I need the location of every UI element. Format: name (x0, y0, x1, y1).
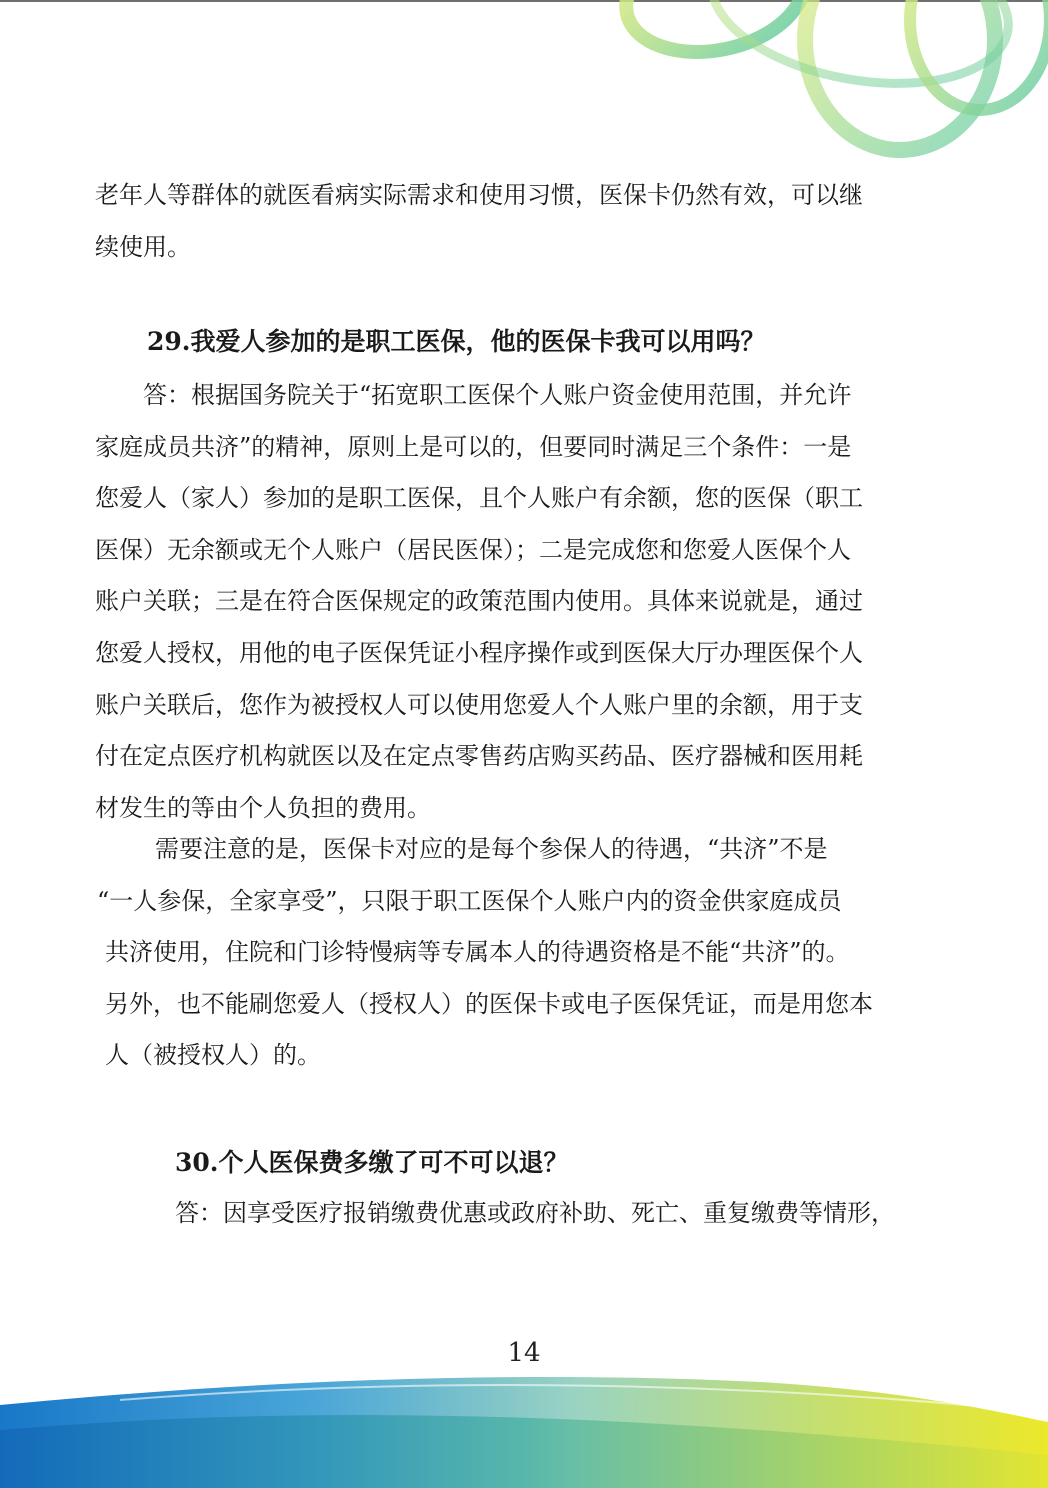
question-30-heading: 30.个人医保费多缴了可不可以退？ (175, 1148, 569, 1177)
text-line: 答：根据国务院关于“拓宽职工医保个人账户资金使用范围，并允许 (143, 381, 852, 409)
text-line: 续使用。 (95, 232, 191, 261)
text-line: 老年人等群体的就医看病实际需求和使用习惯，医保卡仍然有效，可以继 (95, 181, 863, 209)
text-line: 答：因享受医疗报销缴费优惠或政府补助、死亡、重复缴费等情形， (175, 1199, 895, 1227)
text-line: 材发生的等由个人负担的费用。 (95, 793, 431, 822)
text-line: 您爱人（家人）参加的是职工医保，且个人账户有余额，您的医保（职工 (95, 484, 863, 513)
text-line: 人（被授权人）的。 (105, 1041, 321, 1070)
text-line: 账户关联后，您作为被授权人可以使用您爱人个人账户里的余额，用于支 (95, 690, 863, 719)
text-line: 您爱人授权，用他的电子医保凭证小程序操作或到医保大厅办理医保个人 (95, 638, 863, 667)
text-line: 付在定点医疗机构就医以及在定点零售药店购买药品、医疗器械和医用耗 (95, 742, 863, 771)
page-number: 14 (507, 1338, 541, 1368)
text-line: “一人参保，全家享受”，只限于职工医保个人账户内的资金供家庭成员 (97, 886, 842, 915)
text-line: 医保）无余额或无个人账户（居民医保）；二是完成您和您爱人医保个人 (95, 535, 851, 564)
intro-paragraph (95, 170, 863, 273)
question-29-note (97, 824, 873, 1082)
question-29-heading: 29.我爱人参加的是职工医保，他的医保卡我可以用吗？ (147, 327, 766, 356)
text-line: 家庭成员共济”的精神，原则上是可以的，但要同时满足三个条件：一是 (95, 432, 852, 461)
text-line: 账户关联；三是在符合医保规定的政策范围内使用。具体来说就是，通过 (95, 587, 863, 616)
text-line: 另外，也不能刷您爱人（授权人）的医保卡或电子医保凭证，而是用您本 (105, 989, 873, 1018)
decorative-wave-bottom (0, 1360, 1048, 1488)
text-line: 需要注意的是，医保卡对应的是每个参保人的待遇，“共济”不是 (155, 835, 828, 863)
text-line: 共济使用，住院和门诊特慢病等专属本人的待遇资格是不能“共济”的。 (105, 938, 850, 967)
question-30-answer (175, 1188, 895, 1240)
question-29-answer (95, 370, 863, 834)
